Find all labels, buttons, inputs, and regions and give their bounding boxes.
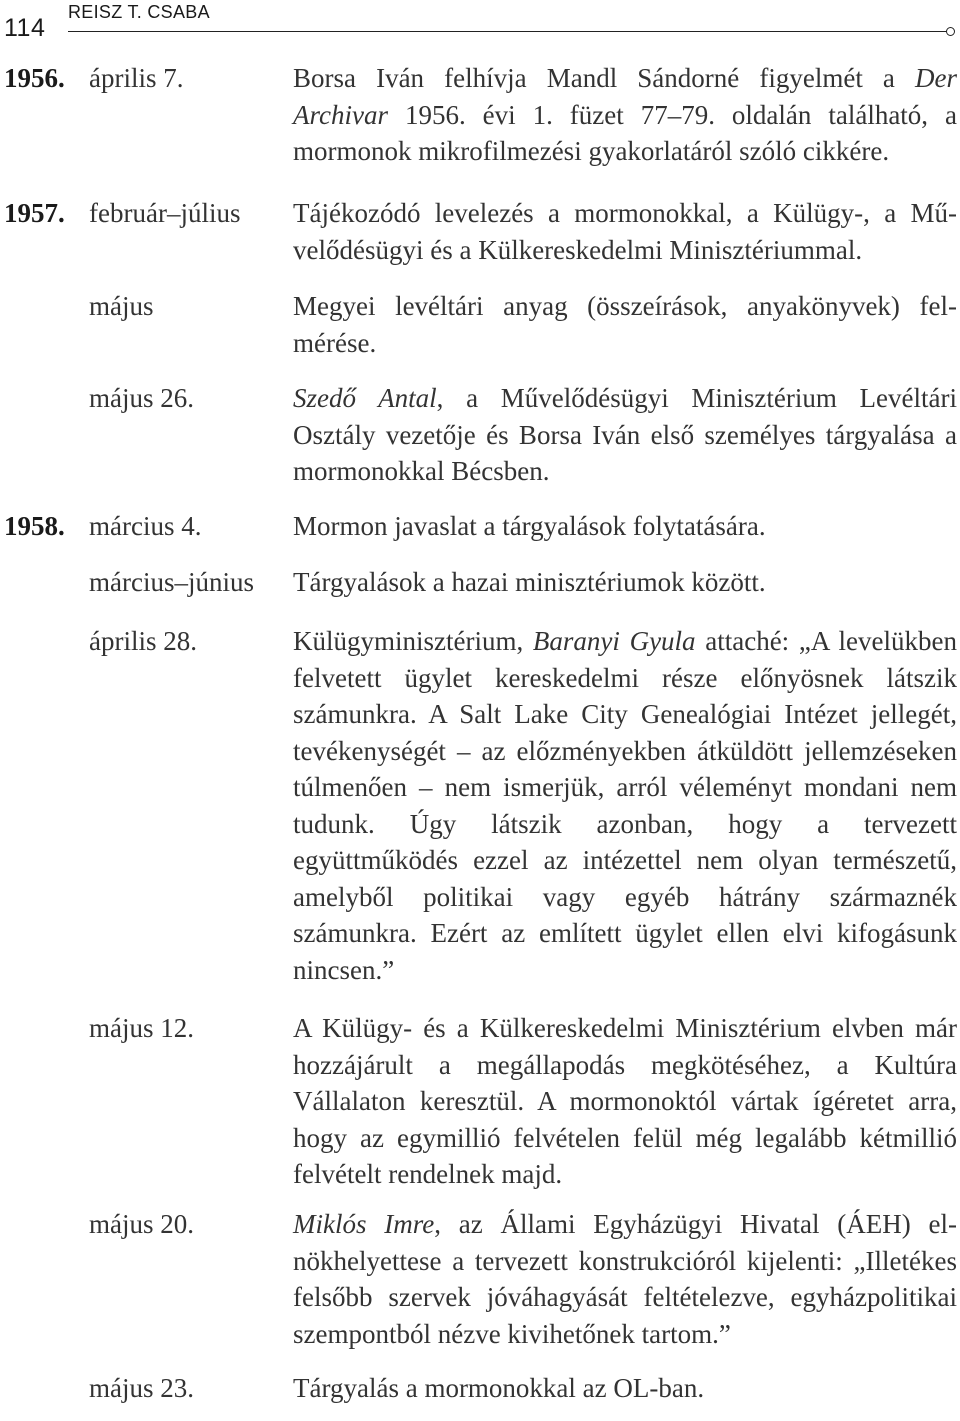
text-run: , az Állami Egyházügyi Hivatal (ÁEH) elnökhelyettese a tervezett konstrukcióról kijelenti: „Illetékes felsőbb szervek jóváhagyását feltételezve, egyházpolitikai szempontból nézve kivihetőnek tartom.” [293,1209,957,1349]
italic-name: Der Archivar [293,63,957,130]
entry-paragraph [293,508,957,545]
entry-text [293,1206,957,1352]
text-run: Tárgyalások a hazai minisztériumok között. [293,567,766,597]
text-run: Borsa Iván felhívja Mandl Sándorné figyelmét a [293,63,915,93]
entry-text [293,195,957,268]
entry-paragraph [293,60,957,170]
entry-text [293,1010,957,1193]
entry-date: március–június [89,567,254,597]
text-run: attaché: „A levelükben felvetett ügylet kereskedelmi része előnyösnek látszik számunkra. A Salt Lake City Genealógiai Intézet jellegét, tevékenységét – az előzményekben átküldött jellemzéseken túlmenően – nem ismerjük, arról véleményt mondani nem tudunk. Úgy látszik azonban, hogy a tervezett együttműködés ezzel az intézettel nem olyan természetű, amelyből politikai vagy egyéb hátrány származnék számunkra. Ezért az említett ügylet ellen elvi kifogásunk nincsen.” [293,626,957,985]
text-run: Megyei levéltári anyag (összeírások, anyakönyvek) felmérése. [293,291,957,358]
text-run: Mormon javaslat a tárgyalások folytatására. [293,511,766,541]
entry-year: 1958. [4,511,65,541]
entry-date: április 7. [89,63,184,93]
entry-date: május 26. [89,383,194,413]
entry-date: május 20. [89,1209,194,1239]
header-rule-ornament [946,27,955,36]
entry-year: 1957. [4,198,65,228]
entry-text [293,1370,957,1407]
entry-text [293,623,957,988]
entry-text [293,288,957,361]
text-run: Tájékozódó levelezés a mormonokkal, a Külügy-, a Művelődésügyi és a Külkereskedelmi Minisztériummal. [293,198,957,265]
page-number: 114 [4,14,46,42]
entry-date: április 28. [89,626,197,656]
text-run: Tárgyalás a mormonokkal az OL-ban. [293,1373,705,1403]
entry-paragraph [293,1010,957,1193]
entry-date: március 4. [89,511,202,541]
entry-date: február–július [89,198,241,228]
entry-paragraph [293,380,957,490]
header-rule [68,31,948,32]
text-run: A Külügy- és a Külkereskedelmi Minisztérium elvben már hozzájárult a megállapodás megkötéséhez, a Kultúra Vállalaton keresztül. A mormonoktól vártak ígéretet arra, hogy az egymillió felvételen felül még legalább kétmillió felvételt rendelnek majd. [293,1013,957,1189]
entry-date: május [89,291,154,321]
entry-year: 1956. [4,63,65,93]
text-run: 1956. évi 1. füzet 77–79. oldalán található, a mormonok mikrofilmezési gyakorlatáról szóló cikkére. [293,99,957,166]
italic-name: Baranyi Gyula [532,626,696,656]
entry-paragraph [293,195,957,268]
entry-text [293,564,957,601]
entry-date: május 23. [89,1373,194,1403]
entry-date: május 12. [89,1013,194,1043]
entry-text [293,380,957,490]
entry-paragraph [293,288,957,361]
entry-paragraph [293,564,957,601]
entry-paragraph [293,623,957,988]
entry-paragraph [293,1370,957,1407]
page-header [0,0,960,50]
text-run: Külügyminisztérium, [293,626,533,656]
entry-text [293,508,957,545]
italic-name: Miklós Imre [293,1209,435,1239]
running-head: REISZ T. CSABA [68,2,210,22]
italic-name: Szedő Antal [293,383,437,413]
entry-text [293,60,957,170]
text-run: , a Művelődésügyi Minisztérium Levéltári Osztály vezetője és Borsa Iván első személyes tárgyalása a mormonokkal Bécsben. [293,383,957,486]
entry-paragraph [293,1206,957,1352]
